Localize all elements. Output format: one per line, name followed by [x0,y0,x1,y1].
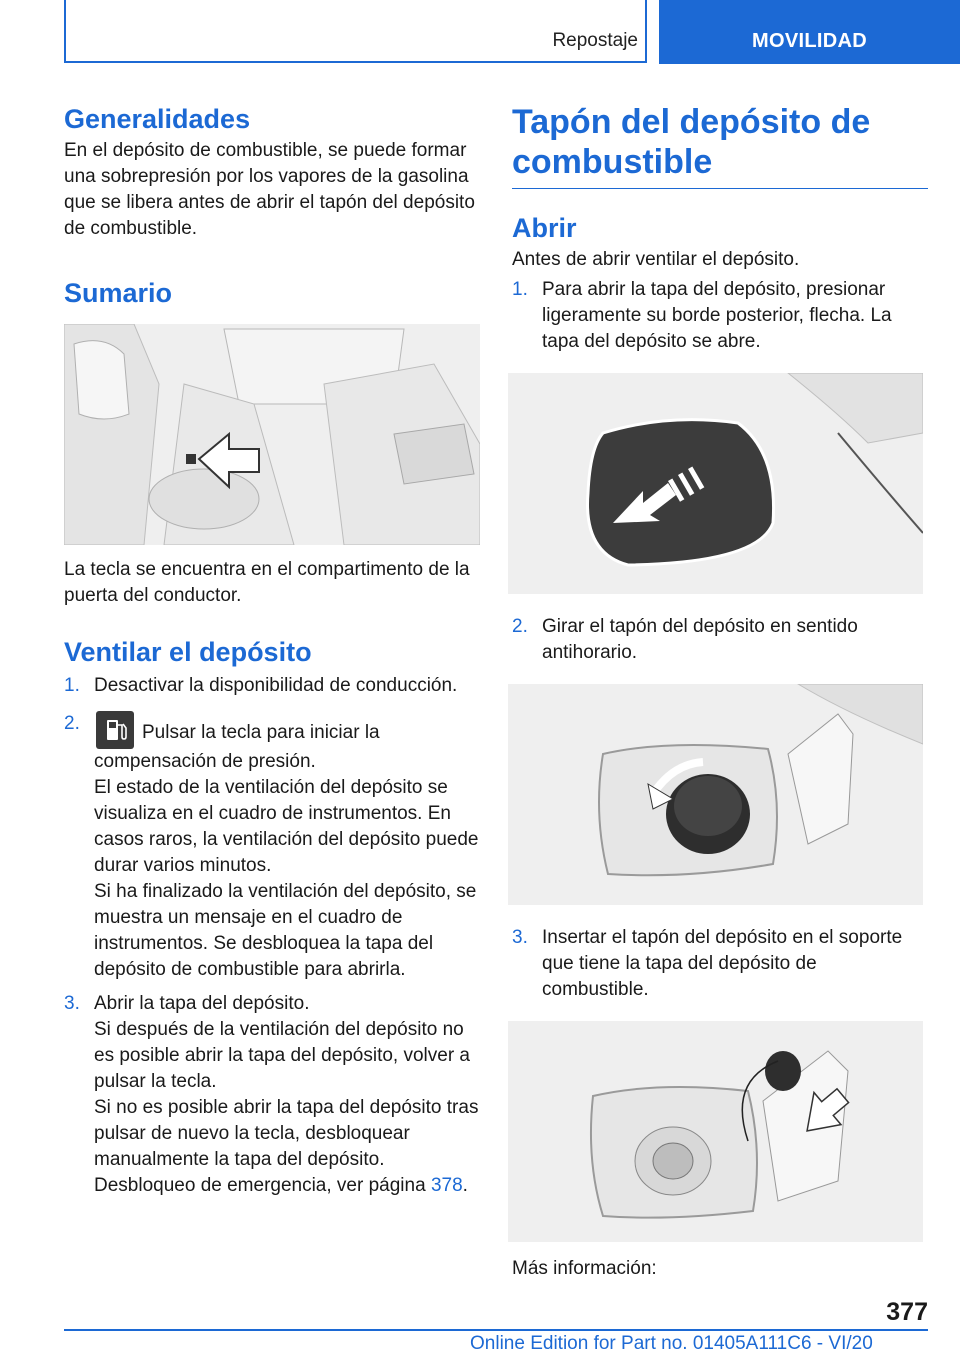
step-detail: Desbloqueo de emergencia, ver página 378. [94,1175,468,1196]
left-column [64,102,480,1199]
header-chapter-tab[interactable]: MOVILIDAD [659,0,960,64]
step-detail: Si ha finalizado la ventilación del depósito, se muestra un mensaje en el cuadro de instrumentos. Se desbloquea la tapa del depósito de combustible para abrirla. [94,881,477,980]
step-text: Pulsar la tecla para iniciar la compensación de presión. [94,722,380,772]
list-item [64,673,480,699]
step-detail: Si después de la ventilación del depósito no es posible abrir la tapa del depósito, volver a pulsar la tecla. [94,1019,471,1092]
paragraph-generalidades: En el depósito de combustible, se puede formar una sobrepresión por los vapores de la gasolina que se libera antes de abrir el tapón del depósito de combustible. [64,140,475,239]
caption-sumario: La tecla se encuentra en el compartimento de la puerta del conductor. [64,559,470,606]
list-item [512,614,928,666]
list-item [64,711,480,983]
figure-fuel-cap-holder [508,1021,923,1242]
cross-reference-text: Desbloqueo de emergencia, ver página [94,1175,426,1196]
step-number: 3. [512,927,528,948]
fuel-tank-button-icon [96,711,134,749]
footer-rule [64,1329,928,1331]
list-item [64,991,480,1199]
step-number: 1. [64,675,80,696]
step-text: Girar el tapón del depósito en sentido antihorario. [542,616,858,663]
step-number: 2. [512,616,528,637]
figure-fuel-cap-turn [508,684,923,905]
figure-fuel-flap-closed [508,373,923,594]
paragraph-abrir: Antes de abrir ventilar el depósito. [512,249,800,270]
figure-door-compartment [64,324,480,545]
step-number: 1. [512,279,528,300]
heading-ventilar: Ventilar el depósito [64,637,312,667]
step-detail: Si no es posible abrir la tapa del depósito tras pulsar de nuevo la tecla, desbloquear manualmente la tapa del depósito. [94,1097,479,1170]
heading-generalidades: Generalidades [64,104,251,134]
heading-sumario: Sumario [64,278,173,308]
step-text: Insertar el tapón del depósito en el soporte que tiene la tapa del depósito de combustible. [542,927,903,1000]
step-text: Abrir la tapa del depósito. [94,993,310,1014]
step-text: Para abrir la tapa del depósito, presionar ligeramente su borde posterior, flecha. La tapa del depósito se abre. [542,279,892,352]
header-section-title: Repostaje [552,30,638,51]
step-number: 3. [64,993,80,1014]
more-info-label: Más información: [512,1258,657,1279]
list-item [512,925,928,1003]
page-number: 377 [886,1298,928,1326]
step-text: Desactivar la disponibilidad de conducción. [94,675,458,696]
step-number: 2. [64,713,80,734]
list-item [512,277,928,355]
right-column [512,102,928,1282]
footer-edition: Online Edition for Part no. 01405A111C6 - VI/20 [470,1333,873,1354]
step-detail: El estado de la ventilación del depósito se visualiza en el cuadro de instrumentos. En casos raros, la ventilación del depósito puede durar varios minutos. [94,777,479,876]
page-reference-link[interactable]: 378 [430,1175,463,1196]
heading-abrir: Abrir [512,213,577,243]
heading-tapon: Tapón del depósito de combustible [512,102,928,189]
